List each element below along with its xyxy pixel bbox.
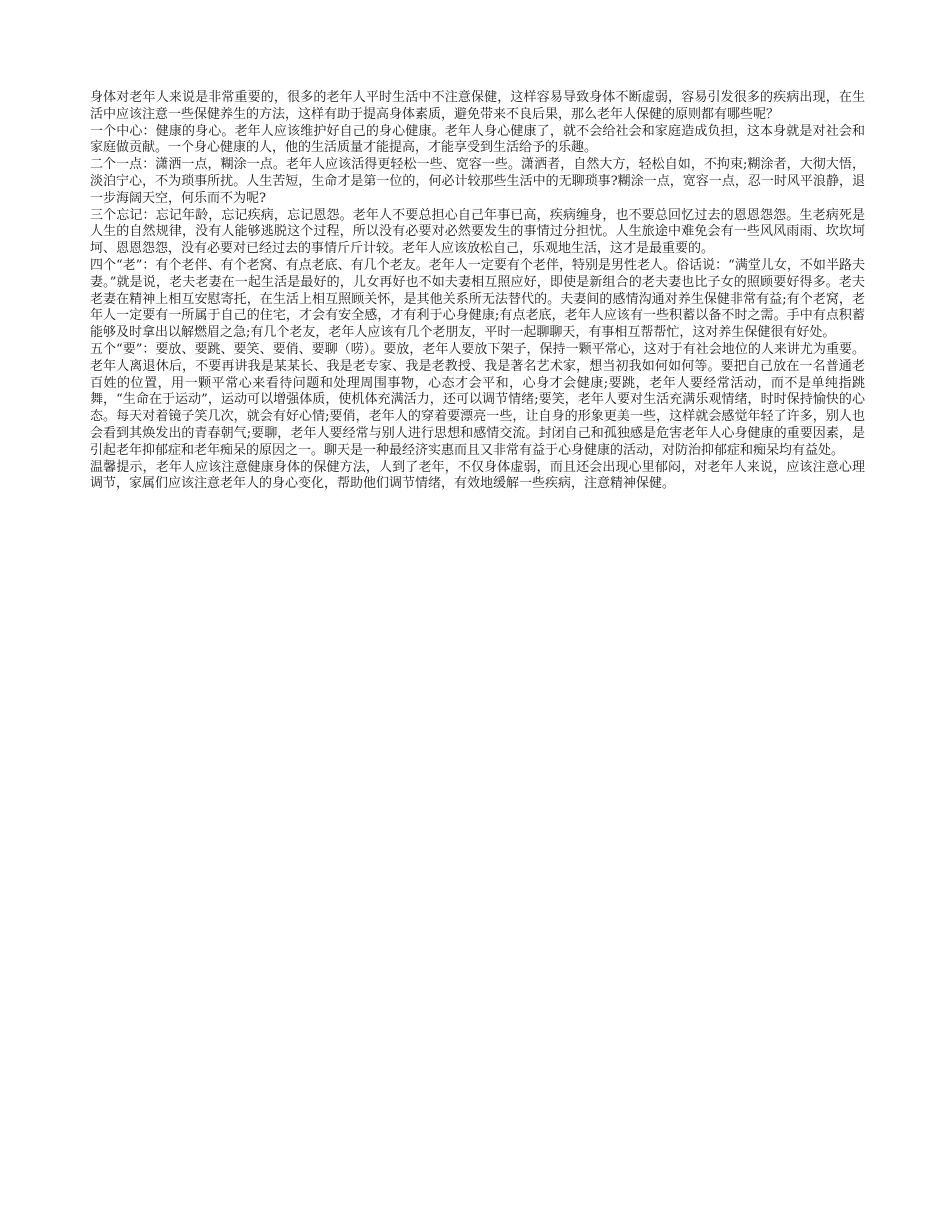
one-center-paragraph: 一个中心：健康的身心。老年人应该维护好自己的身心健康。老年人身心健康了，就不会给社会和家庭造成负担，这本身就是对社会和家庭做贡献。一个身心健康的人，他的生活质量才能提高，才能享受到生活给予的乐趣。 [90,123,865,156]
two-points-paragraph: 二个一点：潇洒一点，糊涂一点。老年人应该活得更轻松一些、宽容一些。潇洒者，自然大方，轻松自如，不拘束;糊涂者，大彻大悟，淡泊宁心，不为琐事所扰。人生苦短，生命才是第一位的，何必计较那些生活中的无聊琐事?糊涂一点，宽容一点，忍一时风平浪静，退一步海阔天空，何乐而不为呢? [90,157,865,206]
three-forgets-paragraph: 三个忘记：忘记年龄，忘记疾病，忘记恩怨。老年人不要总担心自己年事已高，疾病缠身，也不要总回忆过去的恩恩怨怨。生老病死是人生的自然规律，没有人能够逃脱这个过程，所以没有必要对必然要发生的事情过分担忧。人生旅途中难免会有一些风风雨雨、坎坎坷坷、恩恩怨怨，没有必要对已经过去的事情斤斤计较。老年人应该放松自己，乐观地生活，这才是最重要的。 [90,207,865,257]
document-page [90,90,865,493]
four-olds-paragraph: 四个“老”：有个老伴、有个老窝、有点老底、有几个老友。老年人一定要有个老伴，特别是男性老人。俗话说：“满堂儿女，不如半路夫妻。”就是说，老夫老妻在一起生活是最好的，儿女再好也不如夫妻相互照应好，即使是新组合的老夫妻也比子女的照顾要好得多。老夫老妻在精神上相互安慰寄托，在生活上相互照顾关怀，是其他关系所无法替代的。夫妻间的感情沟通对养生保健非常有益;有个老窝，老年人一定要有一所属于自己的住宅，才会有安全感，才有利于心身健康;有点老底，老年人应该有一些积蓄以备不时之需。手中有点积蓄能够及时拿出以解燃眉之急;有几个老友，老年人应该有几个老朋友，平时一起聊聊天，有事相互帮帮忙，这对养生保健很有好处。 [90,257,865,341]
five-musts-paragraph: 五个“要”：要放、要跳、要笑、要俏、要聊（唠）。要放，老年人要放下架子，保持一颗平常心，这对于有社会地位的人来讲尤为重要。老年人离退休后，不要再讲我是某某长、我是老专家、我是老教授、我是著名艺术家，想当初我如何如何等。要把自己放在一名普通老百姓的位置，用一颗平常心来看待问题和处理周围事物，心态才会平和，心身才会健康;要跳，老年人要经常活动，而不是单纯指跳舞，“生命在于运动”，运动可以增强体质，使机体充满活力，还可以调节情绪;要笑，老年人要对生活充满乐观情绪，时时保持愉快的心态。每天对着镜子笑几次，就会有好心情;要俏，老年人的穿着要漂亮一些，让自身的形象更美一些，这样就会感觉年轻了许多，别人也会看到其焕发出的青春朝气;要聊，老年人要经常与别人进行思想和感情交流。封闭自己和孤独感是危害老年人心身健康的重要因素，是引起老年抑郁症和老年痴呆的原因之一。聊天是一种最经济实惠而且又非常有益于心身健康的活动，对防治抑郁症和痴呆均有益处。 [90,341,865,458]
intro-paragraph: 身体对老年人来说是非常重要的，很多的老年人平时生活中不注意保健，这样容易导致身体不断虚弱，容易引发很多的疾病出现，在生活中应该注意一些保健养生的方法，这样有助于提高身体素质，避免带来不良后果，那么老年人保健的原则都有哪些呢？ [90,90,865,122]
tips-paragraph: 温馨提示，老年人应该注意健康身体的保健方法，人到了老年，不仅身体虚弱，而且还会出现心里郁闷，对老年人来说，应该注意心理调节，家属们应该注意老年人的身心变化，帮助他们调节情绪，有效地缓解一些疾病，注意精神保健。 [90,459,865,492]
